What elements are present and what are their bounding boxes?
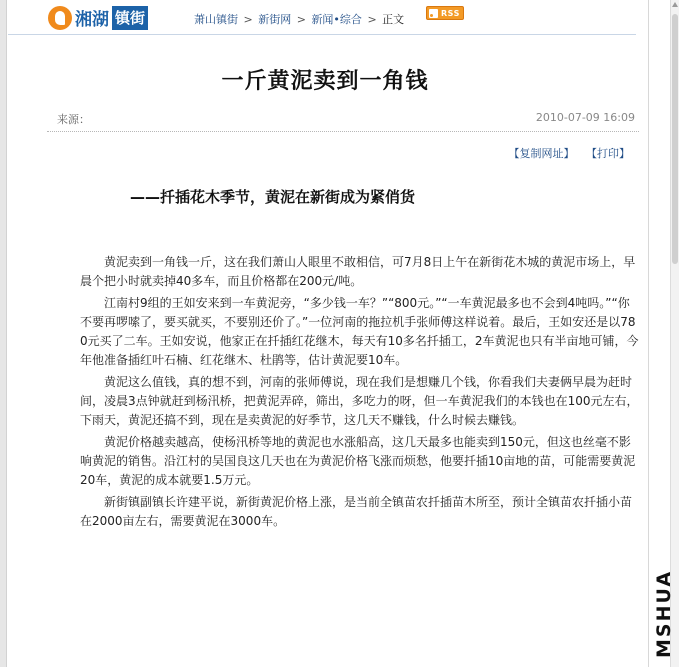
article-paragraph: 新街镇副镇长许建平说，新街黄泥价格上涨，是当前全镇苗农扦插苗木所至，预计全镇苗农扦插小苗在2000亩左右，需要黄泥在3000车。 [80,495,633,528]
breadcrumb-separator: > [367,13,377,26]
article-paragraph: 黄泥这么值钱，真的想不到，河南的张师傅说，现在我们是想赚几个钱，你看我们夫妻俩早晨为赶时间，凌晨3点钟就赶到杨汛桥，把黄泥弄碎，筛出，多吃力的呀，但一车黄泥我们的本钱也在100元左右，下雨天，黄泥还搞不到，现在是卖黄泥的好季节，这几天不赚钱，什么时候去赚钱。 [80,375,639,427]
print-link[interactable]: 【打印】 [586,147,630,160]
rss-button[interactable] [426,6,464,20]
article-title: 一斤黄泥卖到一角钱 [221,69,429,94]
breadcrumb-current: 正文 [382,13,405,26]
logo-text: 湘湖 [75,10,109,30]
meta-divider [47,131,639,132]
article-subtitle: ——扦插花木季节，黄泥在新街成为紧俏货 [130,188,416,206]
logo-badge: 镇街 [112,6,148,30]
rss-icon [429,9,438,18]
breadcrumb [194,11,404,27]
rss-label: RSS [441,8,460,18]
article-paragraph: 黄泥卖到一角钱一斤，这在我们萧山人眼里不敢相信，可7月8日上午在新街花木城的黄泥市场上，早晨个把小时就卖掉40多车，而且价格都在200元/吨。 [80,255,636,288]
watermark-text: MSHUA [653,569,675,658]
breadcrumb-separator: > [243,13,253,26]
breadcrumb-link-news[interactable]: 新闻•综合 [311,13,362,26]
publish-date: 2010-07-09 16:09 [535,111,635,124]
right-frame [648,0,679,667]
article-meta [47,111,639,127]
logo-mark-icon [48,6,72,30]
scroll-up-arrow-icon[interactable] [672,2,678,7]
scrollbar-thumb[interactable] [672,14,678,264]
source-label: 来源： [57,113,90,126]
copy-url-link[interactable]: 【复制网址】 [508,147,575,160]
breadcrumb-link-xinjie[interactable]: 新街网 [258,13,292,26]
article-tools [501,145,631,161]
article-body [80,253,641,534]
breadcrumb-separator: > [296,13,306,26]
site-header [8,0,636,35]
article-paragraph: 江南村9组的王如安来到一车黄泥旁，“多少钱一车？”“800元。”“一车黄泥最多也不会到4吨吗。”“你不要再啰嗦了，要买就买，不要别还价了。”一位河南的拖拉机手张师傅这样说着。最后，王如安还是以780元买了二车。王如安说，他家正在扦插红花继木，每天有10多名扦插工，2车黄泥也只有半亩地可铺，今年他准备插红叶石楠、红花继木、杜鹃等，估计黄泥要10车。 [80,296,639,367]
left-frame-border [0,0,7,667]
article-paragraph: 黄泥价格越卖越高，使杨汛桥等地的黄泥也水涨船高，这几天最多也能卖到150元，但这也丝毫不影响黄泥的销售。沿江村的吴国良这几天也在为黄泥价格飞涨而烦愁，他要扦插10亩地的苗，可能需要黄泥20车，黄泥的成本就要1.5万元。 [80,435,636,487]
site-logo[interactable] [48,5,148,30]
breadcrumb-link-xiaoshan[interactable]: 萧山镇街 [194,13,238,26]
